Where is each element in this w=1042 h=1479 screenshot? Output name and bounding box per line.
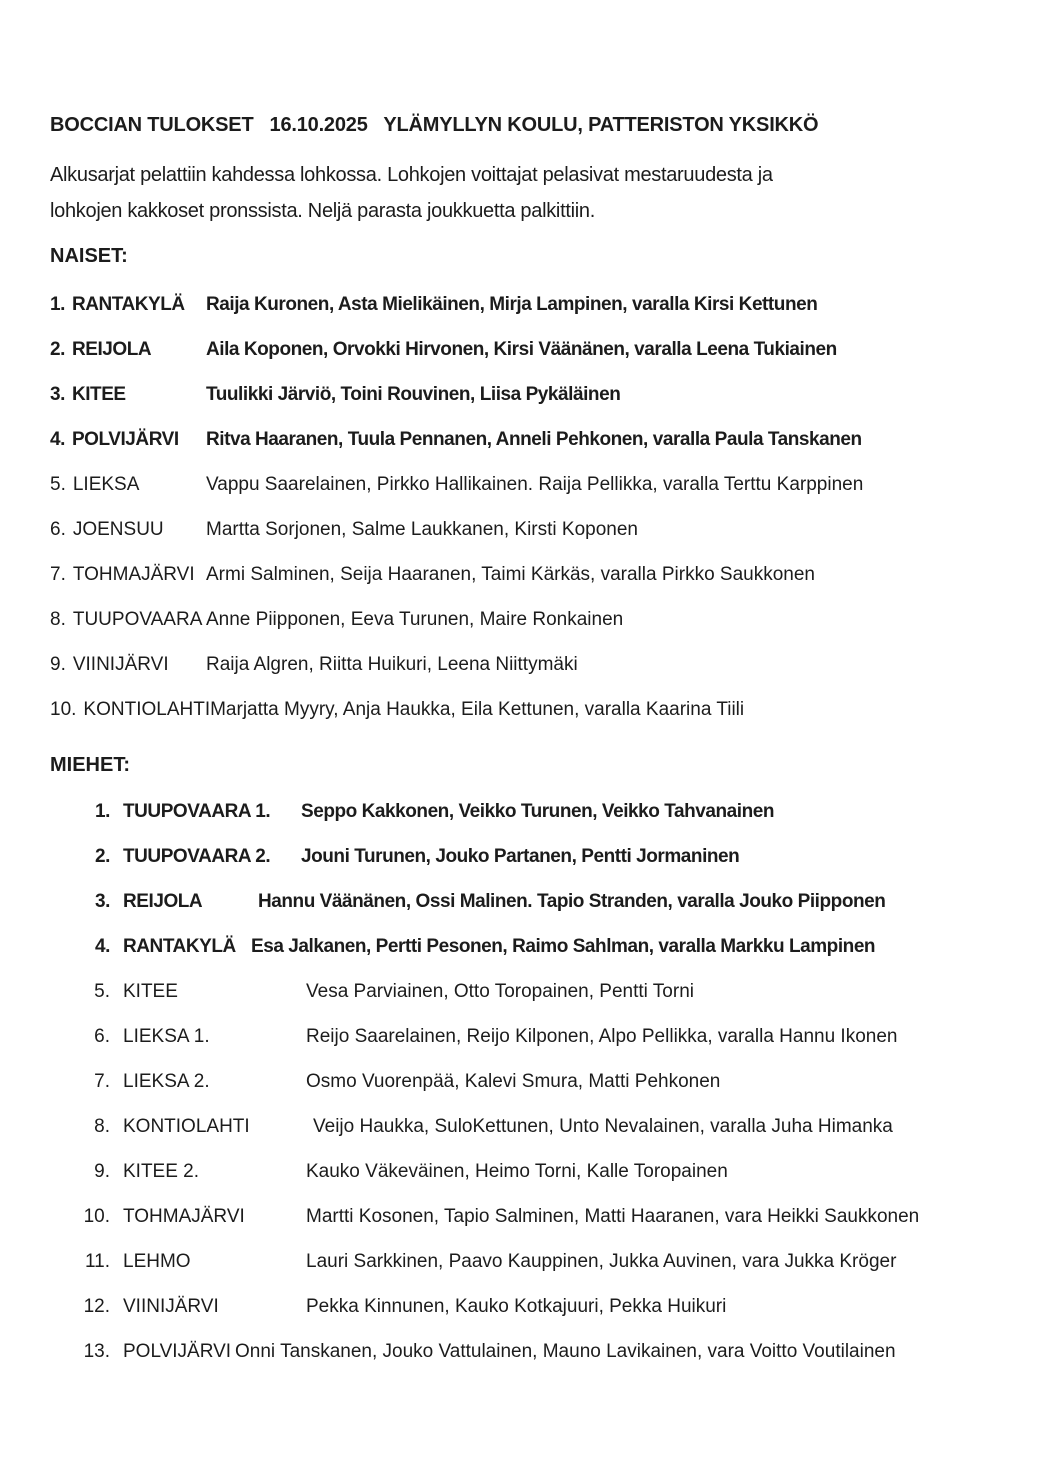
player-names: Kauko Väkeväinen, Heimo Torni, Kalle Toropainen [306, 1161, 728, 1182]
team-name: REIJOLA [123, 891, 203, 912]
team-label [50, 293, 206, 316]
rank-number: 5. [94, 981, 110, 1002]
result-row [50, 1340, 1002, 1363]
rank-number: 6. [94, 1026, 110, 1047]
rank-number: 2. [50, 339, 65, 360]
player-names: Vappu Saarelainen, Pirkko Hallikainen. Raija Pellikka, varalla Terttu Karppinen [206, 474, 864, 495]
results-list-miehet [50, 800, 1002, 1363]
result-row [50, 698, 1002, 721]
page-title: BOCCIAN TULOKSET 16.10.2025 YLÄMYLLYN KOULU, PATTERISTON YKSIKKÖ [50, 114, 819, 136]
rank-number: 10. [50, 699, 77, 720]
intro-paragraph [50, 157, 1002, 229]
team-name: VIINIJÄRVI [123, 1296, 219, 1317]
rank-number: 7. [94, 1071, 110, 1092]
rank-number: 4. [95, 936, 110, 957]
rank-number: 12. [83, 1296, 110, 1317]
result-row [50, 980, 1002, 1003]
section-heading-naiset: NAISET: [50, 245, 128, 267]
player-names: Aila Koponen, Orvokki Hirvonen, Kirsi Väänänen, varalla Leena Tukiainen [206, 339, 837, 360]
result-row [50, 845, 1002, 868]
player-names: Raija Algren, Riitta Huikuri, Leena Niittymäki [206, 654, 578, 675]
section-heading-miehet: MIEHET: [50, 754, 130, 776]
rank-number: 4. [50, 429, 65, 450]
team-name: KITEE [71, 384, 126, 405]
team-label [50, 698, 210, 721]
result-row [50, 383, 1002, 406]
player-names: Marjatta Myyry, Anja Haukka, Eila Kettunen, varalla Kaarina Tiili [210, 699, 745, 720]
player-names: Pekka Kinnunen, Kauko Kotkajuuri, Pekka Huikuri [306, 1296, 727, 1317]
rank-number: 13. [83, 1341, 110, 1362]
result-row [50, 1070, 1002, 1093]
team-name: TOHMAJÄRVI [72, 564, 195, 585]
player-names: Ritva Haaranen, Tuula Pennanen, Anneli Pehkonen, varalla Paula Tanskanen [206, 429, 862, 450]
player-names: Martta Sorjonen, Salme Laukkanen, Kirsti Koponen [206, 519, 638, 540]
team-name: POLVIJÄRVI [71, 429, 179, 450]
team-name: TUUPOVAARA 2. [123, 846, 271, 867]
player-names: Raija Kuronen, Asta Mielikäinen, Mirja Lampinen, varalla Kirsi Kettunen [206, 294, 818, 315]
intro-line-2: lohkojen kakkoset pronssista. Neljä parasta joukkuetta palkittiin. [50, 200, 595, 222]
player-names: Lauri Sarkkinen, Paavo Kauppinen, Jukka Auvinen, vara Jukka Kröger [306, 1251, 897, 1272]
team-name: RANTAKYLÄ [123, 936, 236, 957]
rank-number: 2. [95, 846, 110, 867]
result-row [50, 890, 1002, 913]
result-row [50, 473, 1002, 496]
rank-number: 8. [50, 609, 66, 630]
team-label [50, 383, 206, 406]
team-name: RANTAKYLÄ [71, 294, 185, 315]
result-row [50, 293, 1002, 316]
result-row [50, 800, 1002, 823]
team-name: KONTIOLAHTI [83, 699, 211, 720]
result-row [50, 1115, 1002, 1138]
rank-number: 11. [84, 1251, 110, 1272]
rank-number: 7. [50, 564, 66, 585]
team-label [50, 428, 206, 451]
result-row [50, 1205, 1002, 1228]
result-row [50, 1025, 1002, 1048]
team-name: LEHMO [123, 1251, 191, 1272]
player-names: Tuulikki Järviö, Toini Rouvinen, Liisa Pykäläinen [206, 384, 621, 405]
team-name: LIEKSA 1. [123, 1026, 210, 1047]
team-name: KONTIOLAHTI [123, 1116, 250, 1137]
rank-number: 3. [50, 384, 65, 405]
player-names: Anne Piipponen, Eeva Turunen, Maire Ronkainen [206, 609, 624, 630]
intro-line-1: Alkusarjat pelattiin kahdessa lohkossa. Lohkojen voittajat pelasivat mestaruudesta ja [50, 164, 773, 186]
team-label [50, 608, 206, 631]
team-name: KITEE [123, 981, 178, 1002]
player-names: Seppo Kakkonen, Veikko Turunen, Veikko Tahvanainen [301, 801, 775, 822]
result-row [50, 563, 1002, 586]
team-name: TOHMAJÄRVI [123, 1206, 245, 1227]
rank-number: 6. [50, 519, 66, 540]
rank-number: 5. [50, 474, 66, 495]
rank-number: 3. [95, 891, 110, 912]
result-row [50, 608, 1002, 631]
team-name: REIJOLA [71, 339, 152, 360]
player-names: Vesa Parviainen, Otto Toropainen, Pentti Torni [306, 981, 694, 1002]
team-name: TUUPOVAARA 1. [123, 801, 271, 822]
result-row [50, 428, 1002, 451]
player-names: Jouni Turunen, Jouko Partanen, Pentti Jormaninen [301, 846, 740, 867]
team-name: JOENSUU [72, 519, 164, 540]
player-names: Reijo Saarelainen, Reijo Kilponen, Alpo Pellikka, varalla Hannu Ikonen [306, 1026, 898, 1047]
player-names: Veijo Haukka, SuloKettunen, Unto Nevalainen, varalla Juha Himanka [313, 1116, 893, 1137]
player-names: Hannu Väänänen, Ossi Malinen. Tapio Stranden, varalla Jouko Piipponen [258, 891, 886, 912]
team-label [50, 473, 206, 496]
team-label [50, 518, 206, 541]
team-name: LIEKSA [72, 474, 140, 495]
rank-number: 1. [95, 801, 110, 822]
player-names: Armi Salminen, Seija Haaranen, Taimi Kärkäs, varalla Pirkko Saukkonen [206, 564, 815, 585]
rank-number: 1. [50, 294, 65, 315]
team-label [50, 563, 206, 586]
rank-number: 9. [94, 1161, 110, 1182]
team-name: LIEKSA 2. [123, 1071, 210, 1092]
result-row [50, 1295, 1002, 1318]
team-label [50, 653, 206, 676]
result-row [50, 518, 1002, 541]
result-row [50, 1250, 1002, 1273]
result-row [50, 338, 1002, 361]
result-row [50, 653, 1002, 676]
player-names: Onni Tanskanen, Jouko Vattulainen, Mauno Lavikainen, vara Voitto Voutilainen [235, 1341, 896, 1362]
rank-number: 9. [50, 654, 66, 675]
results-list-naiset [50, 293, 1002, 721]
rank-number: 10. [83, 1206, 110, 1227]
team-name: POLVIJÄRVI [123, 1341, 232, 1362]
team-name: TUUPOVAARA [72, 609, 203, 630]
team-name: KITEE 2. [123, 1161, 200, 1182]
team-label [50, 338, 206, 361]
player-names: Osmo Vuorenpää, Kalevi Smura, Matti Pehkonen [306, 1071, 721, 1092]
player-names: Esa Jalkanen, Pertti Pesonen, Raimo Sahlman, varalla Markku Lampinen [251, 936, 876, 957]
result-row [50, 935, 1002, 958]
rank-number: 8. [94, 1116, 110, 1137]
team-name: VIINIJÄRVI [72, 654, 169, 675]
player-names: Martti Kosonen, Tapio Salminen, Matti Haaranen, vara Heikki Saukkonen [306, 1206, 920, 1227]
result-row [50, 1160, 1002, 1183]
